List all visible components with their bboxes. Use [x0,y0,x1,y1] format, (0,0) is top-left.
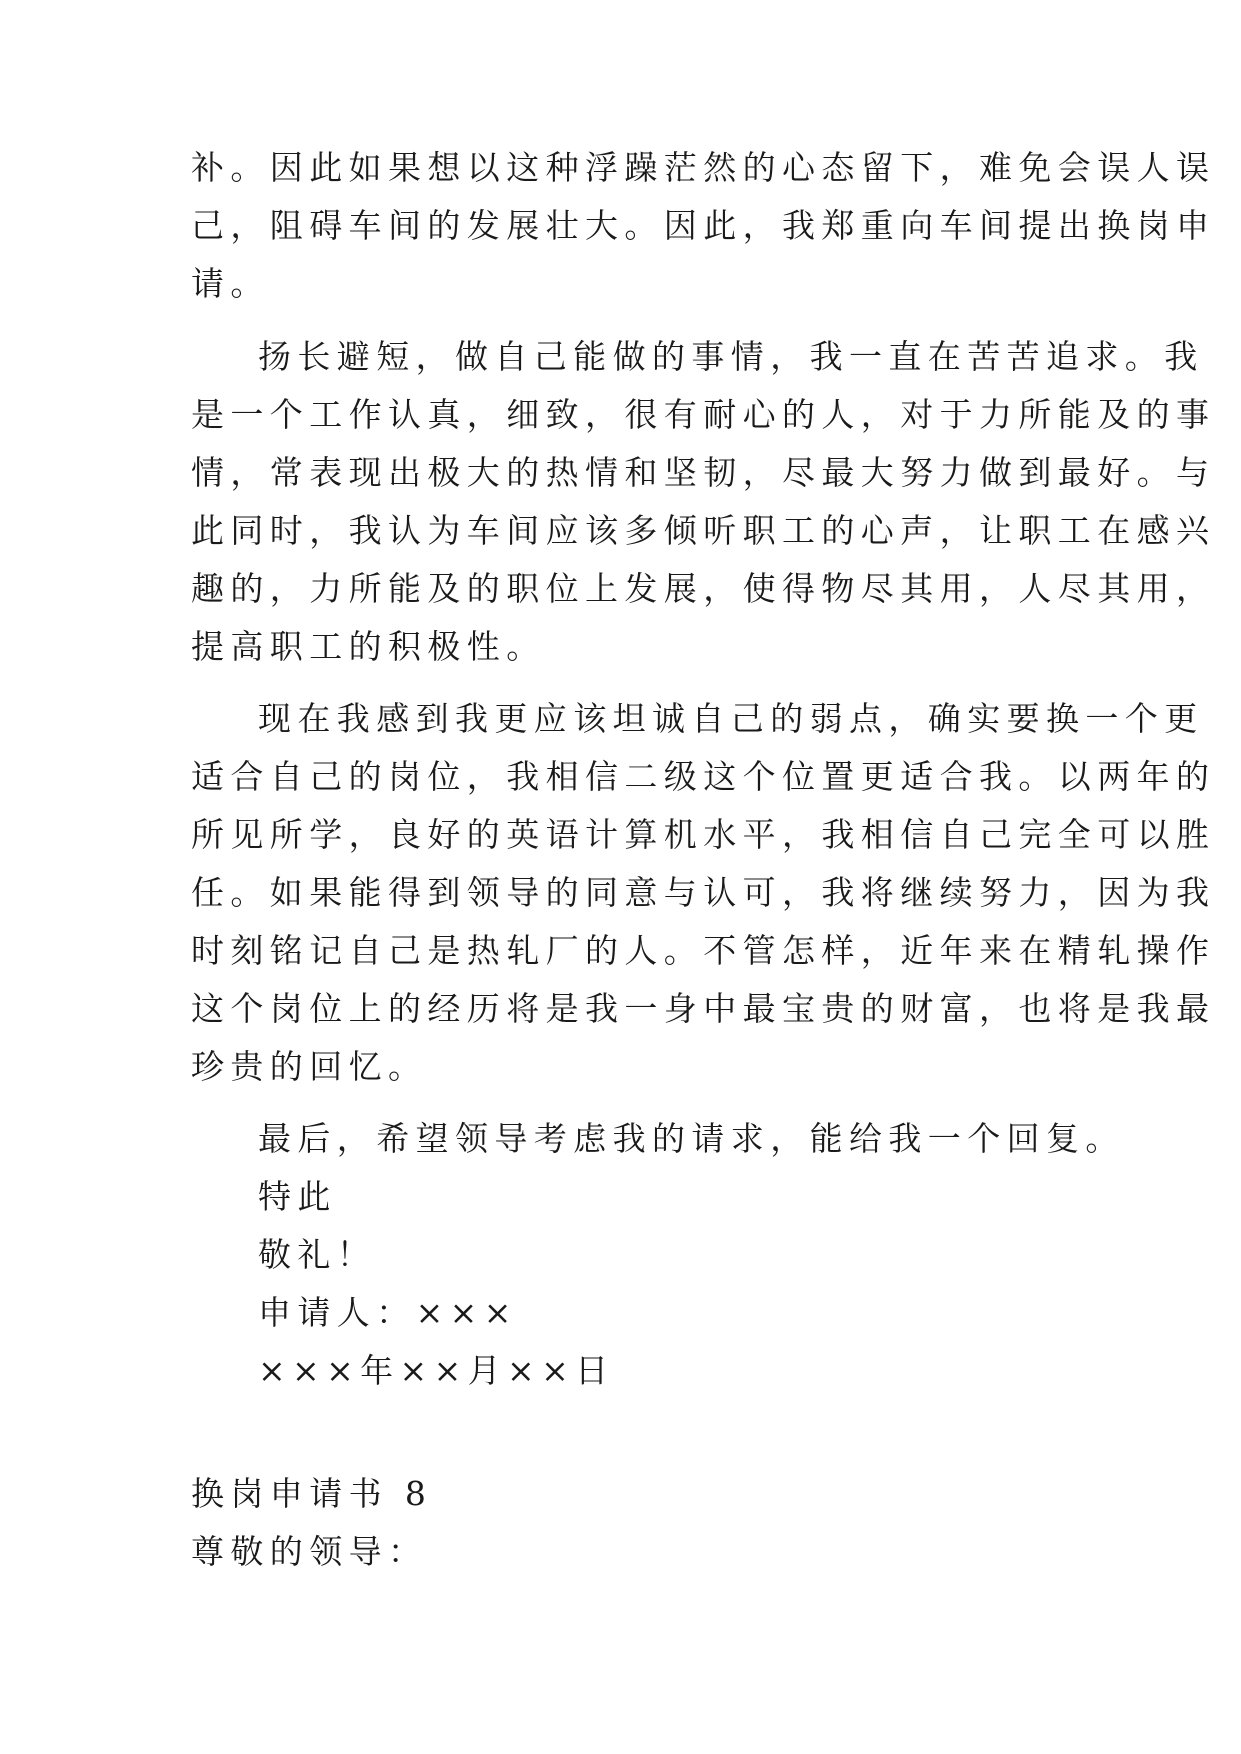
section-title: 换岗申请书 8 [191,1474,433,1513]
signature-date: ×××年××月××日 [258,1351,615,1390]
paragraph-line: 趣的，力所能及的职位上发展，使得物尽其用，人尽其用， [191,569,1216,608]
paragraph-line: 任。如果能得到领导的同意与认可，我将继续努力，因为我 [191,873,1216,912]
paragraph-line: 己，阻碍车间的发展壮大。因此，我郑重向车间提出换岗申 [191,206,1216,245]
paragraph-line: 这个岗位上的经历将是我一身中最宝贵的财富，也将是我最 [191,989,1216,1028]
closing-regards: 敬礼！ [258,1235,377,1274]
paragraph-line: 提高职工的积极性。 [191,627,546,666]
paragraph-line: 扬长避短，做自己能做的事情，我一直在苦苦追求。我 [258,337,1204,376]
greeting-line: 尊敬的领导： [191,1532,428,1571]
closing-line: 最后，希望领导考虑我的请求，能给我一个回复。 [258,1119,1125,1158]
applicant-signature: 申请人：××× [258,1293,518,1332]
paragraph-line: 现在我感到我更应该坦诚自己的弱点，确实要换一个更 [258,699,1204,738]
paragraph-line: 此同时，我认为车间应该多倾听职工的心声，让职工在感兴 [191,511,1216,550]
paragraph-line: 补。因此如果想以这种浮躁茫然的心态留下，难免会误人误 [191,148,1216,187]
paragraph-line: 珍贵的回忆。 [191,1047,428,1086]
paragraph-line: 是一个工作认真，细致，很有耐心的人，对于力所能及的事 [191,395,1216,434]
paragraph-line: 请。 [191,264,270,303]
paragraph-line: 适合自己的岗位，我相信二级这个位置更适合我。以两年的 [191,757,1216,796]
paragraph-line: 情，常表现出极大的热情和坚韧，尽最大努力做到最好。与 [191,453,1216,492]
paragraph-line: 时刻铭记自己是热轧厂的人。不管怎样，近年来在精轧操作 [191,931,1216,970]
closing-salutation: 特此 [258,1177,337,1216]
paragraph-line: 所见所学，良好的英语计算机水平，我相信自己完全可以胜 [191,815,1216,854]
